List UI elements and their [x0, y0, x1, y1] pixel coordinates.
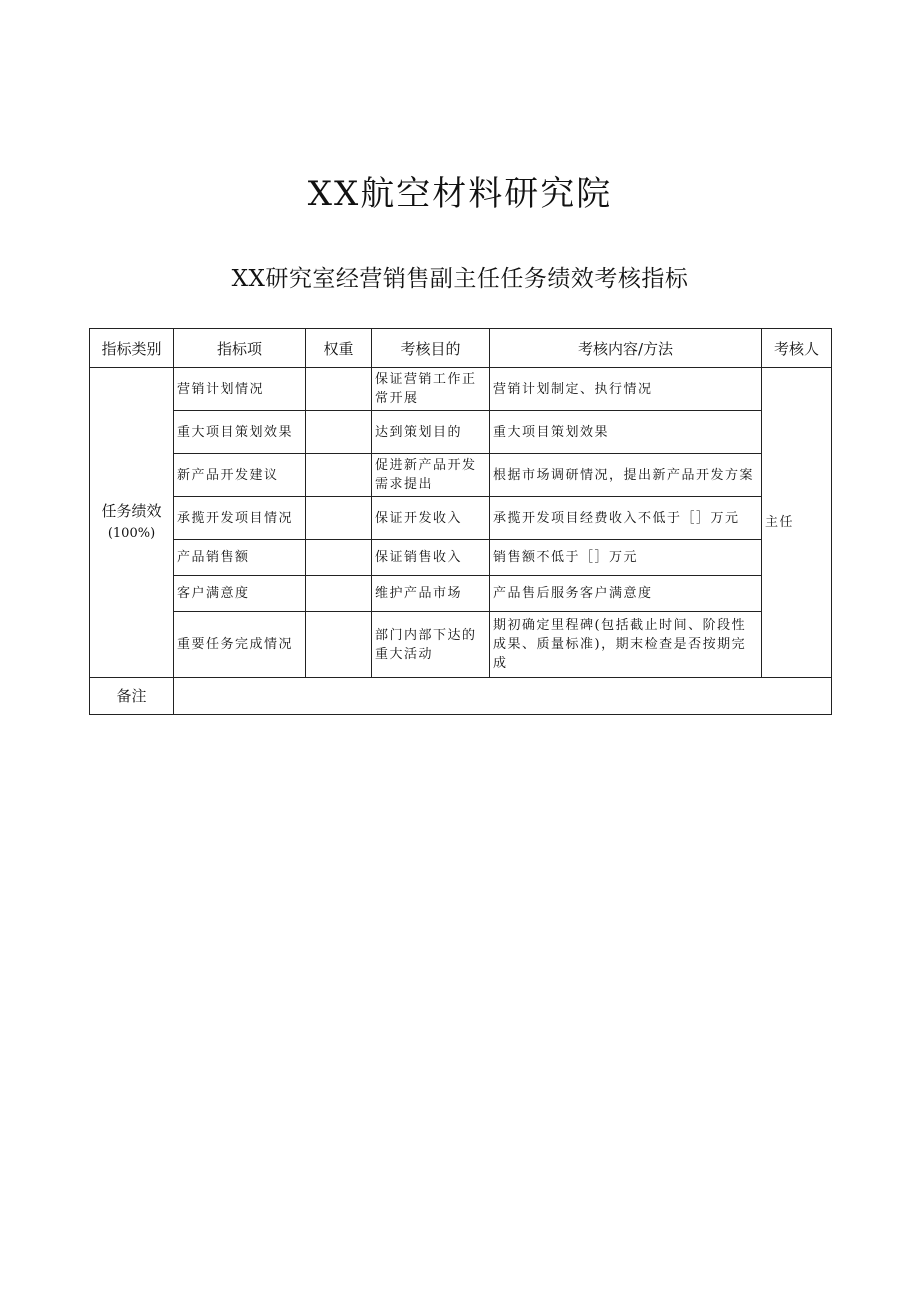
item-cell: 重要任务完成情况: [174, 612, 306, 678]
category-cell: [90, 368, 174, 678]
table-row: [90, 411, 832, 454]
header-purpose: 考核目的: [372, 329, 490, 368]
table-header-row: [90, 329, 832, 368]
table-row: [90, 612, 832, 678]
item-cell: 重大项目策划效果: [174, 411, 306, 454]
purpose-cell: 部门内部下达的重大活动: [372, 612, 490, 678]
content-cell: 根据市场调研情况，提出新产品开发方案: [490, 454, 762, 497]
content-cell: 营销计划制定、执行情况: [490, 368, 762, 411]
remark-label: 备注: [90, 678, 174, 715]
item-cell: 客户满意度: [174, 576, 306, 612]
content-cell: 重大项目策划效果: [490, 411, 762, 454]
header-assessor: 考核人: [762, 329, 832, 368]
purpose-cell: 保证营销工作正常开展: [372, 368, 490, 411]
assessor-cell: 主任: [762, 368, 832, 678]
table-row: [90, 540, 832, 576]
item-cell: 承揽开发项目情况: [174, 497, 306, 540]
remark-row: [90, 678, 832, 715]
header-category: 指标类别: [90, 329, 174, 368]
purpose-cell: 达到策划目的: [372, 411, 490, 454]
remark-value: [174, 678, 832, 715]
header-content: 考核内容/方法: [490, 329, 762, 368]
weight-cell: [306, 411, 372, 454]
content-cell: 期初确定里程碑(包括截止时间、阶段性成果、质量标准)，期末检查是否按期完成: [490, 612, 762, 678]
document-title: XX研究室经营销售副主任任务绩效考核指标: [231, 266, 689, 292]
header-item: 指标项: [174, 329, 306, 368]
header-weight: 权重: [306, 329, 372, 368]
item-cell: 营销计划情况: [174, 368, 306, 411]
organization-title: XX航空材料研究院: [307, 174, 613, 214]
item-cell: 产品销售额: [174, 540, 306, 576]
weight-cell: [306, 368, 372, 411]
purpose-cell: 保证销售收入: [372, 540, 490, 576]
category-weight: (100%): [107, 526, 156, 541]
weight-cell: [306, 576, 372, 612]
item-cell: 新产品开发建议: [174, 454, 306, 497]
weight-cell: [306, 540, 372, 576]
weight-cell: [306, 454, 372, 497]
purpose-cell: 促进新产品开发需求提出: [372, 454, 490, 497]
table-row: [90, 454, 832, 497]
table-row: [90, 576, 832, 612]
content-cell: 产品售后服务客户满意度: [490, 576, 762, 612]
table-row: [90, 497, 832, 540]
category-name: 任务绩效: [101, 502, 162, 520]
weight-cell: [306, 497, 372, 540]
table-row: [90, 368, 832, 411]
content-cell: 销售额不低于［］万元: [490, 540, 762, 576]
weight-cell: [306, 612, 372, 678]
purpose-cell: 保证开发收入: [372, 497, 490, 540]
content-cell: 承揽开发项目经费收入不低于［］万元: [490, 497, 762, 540]
purpose-cell: 维护产品市场: [372, 576, 490, 612]
kpi-table: [89, 328, 832, 715]
